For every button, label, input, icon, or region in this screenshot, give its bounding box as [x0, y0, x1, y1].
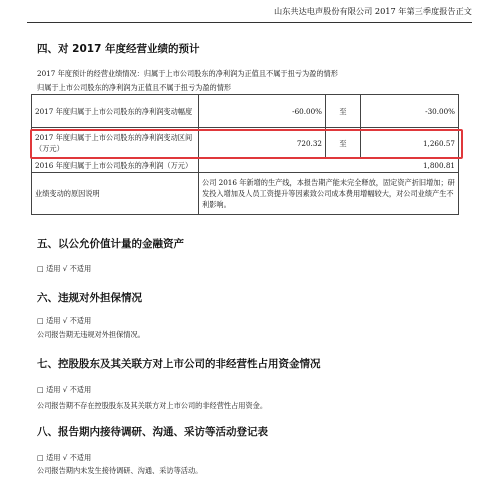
row4-text: 公司 2016 年新增的生产线，本报告期产能未完全释放，固定资产折旧增加；研发投入增加及人员工资提升等因素致公司成本费用增幅较大，对公司业绩产生不利影响。	[199, 173, 459, 215]
report-header: 山东共达电声股份有限公司 2017 年第三季度报告正文	[274, 6, 472, 16]
row1-label: 2017 年度归属于上市公司股东的净利润变动幅度	[32, 95, 199, 128]
section8-note: 公司报告期内未发生接待调研、沟通、采访等活动。	[37, 466, 203, 475]
table-row	[32, 159, 459, 173]
row2-label: 2017 年度归属于上市公司股东的净利润变动区间（万元）	[32, 128, 199, 159]
row3-value: 1,800.81	[199, 159, 459, 173]
row1-high: -30.00%	[361, 95, 459, 128]
row2-low: 720.32	[199, 128, 326, 159]
section4-line1: 2017 年度预计的经营业绩情况：归属于上市公司股东的净利润为正值且不属于扭亏为盈的情形	[37, 69, 338, 78]
section7-title: 七、控股股东及其关联方对上市公司的非经营性占用资金情况	[37, 358, 321, 370]
table-row	[32, 173, 459, 215]
row2-high: 1,260.57	[361, 128, 459, 159]
row4-label: 业绩变动的原因说明	[32, 173, 199, 215]
section6-title: 六、违规对外担保情况	[37, 292, 142, 304]
section8-option: □ 适用 √ 不适用	[37, 453, 92, 462]
row1-low: -60.00%	[199, 95, 326, 128]
section7-note: 公司报告期不存在控股股东及其关联方对上市公司的非经营性占用资金。	[37, 401, 268, 410]
row2-to: 至	[326, 128, 361, 159]
section8-title: 八、报告期内接待调研、沟通、采访等活动登记表	[37, 426, 268, 438]
row3-label: 2016 年度归属于上市公司股东的净利润（万元）	[32, 159, 199, 173]
section4-title: 四、对 2017 年度经营业绩的预计	[37, 43, 200, 55]
section6-note: 公司报告期无违规对外担保情况。	[37, 330, 145, 339]
section5-title: 五、以公允价值计量的金融资产	[37, 238, 184, 250]
highlight-box	[30, 129, 463, 159]
section7-option: □ 适用 √ 不适用	[37, 385, 92, 394]
header-divider	[27, 22, 472, 23]
section4-line2: 归属于上市公司股东的净利润为正值且不属于扭亏为盈的情形	[37, 83, 232, 92]
section6-option: □ 适用 √ 不适用	[37, 316, 92, 325]
section5-option: □ 适用 √ 不适用	[37, 264, 92, 273]
row1-to: 至	[326, 95, 361, 128]
table-row	[32, 95, 459, 128]
